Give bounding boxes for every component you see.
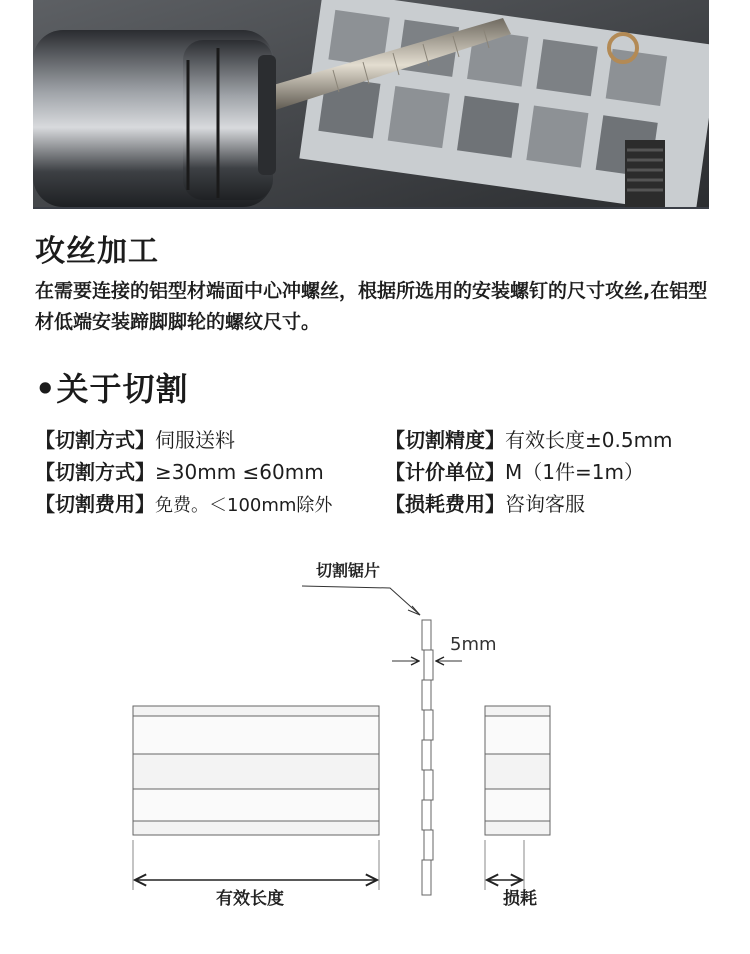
spec-pricing-unit [385, 456, 644, 486]
spec-label: 【切割精度】 [385, 428, 505, 452]
spec-label: 【损耗费用】 [385, 492, 505, 516]
profile-effective-piece [133, 706, 379, 835]
spec-value: M（1件=1m） [505, 460, 644, 484]
tapping-title: 攻丝加工 [35, 234, 159, 269]
spec-value: 免费。＜100mm除外 [155, 495, 333, 516]
spec-cutting-range [35, 456, 324, 486]
saw-leader-line [302, 586, 420, 615]
cutting-diagram [0, 540, 750, 950]
spec-label: 【切割费用】 [35, 492, 155, 516]
saw-blade-label: 切割锯片 [315, 561, 381, 580]
spec-cutting-precision [385, 424, 673, 454]
tapping-description: 在需要连接的铝型材端面中心冲螺丝，根据所选用的安装螺钉的尺寸攻丝,在铝型材低端安装蹄脚脚轮的螺纹尺寸。 [35, 280, 708, 333]
spec-value: 有效长度±0.5mm [505, 428, 673, 452]
saw-leader-arrow [408, 606, 420, 615]
spec-value: ≥30mm ≤60mm [155, 460, 324, 484]
spec-value: 咨询客服 [505, 492, 585, 516]
kerf-width-label: 5mm [450, 634, 497, 655]
spec-label: 【计价单位】 [385, 460, 505, 484]
tapping-photo [33, 0, 709, 209]
spec-value: 伺服送料 [155, 428, 235, 452]
spec-cutting-method [35, 424, 235, 454]
spec-label: 【切割方式】 [35, 460, 155, 484]
loss-label: 损耗 [503, 889, 537, 909]
cutting-title: •关于切割 [35, 370, 189, 408]
saw-blade [422, 620, 433, 895]
spec-loss-fee [385, 488, 585, 518]
effective-length-label: 有效长度 [216, 889, 284, 909]
profile-loss-piece [485, 706, 550, 835]
spec-label: 【切割方式】 [35, 428, 155, 452]
spec-cutting-fee [35, 488, 332, 518]
